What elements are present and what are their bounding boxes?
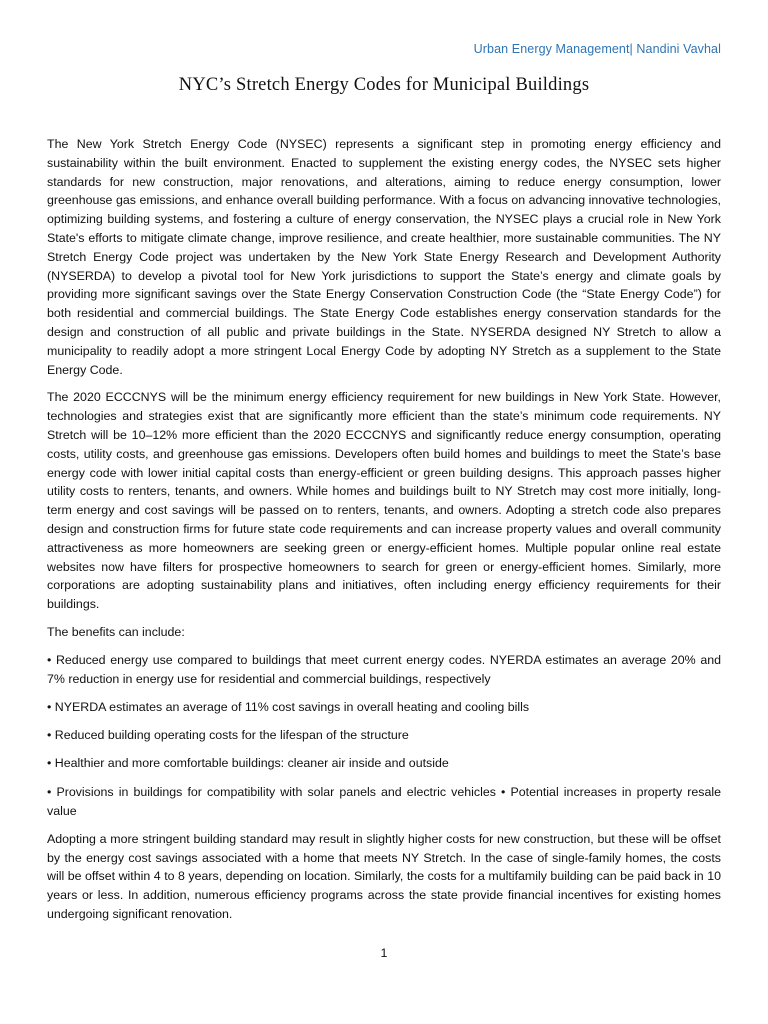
paragraph-closing: Adopting a more stringent building standard may result in slightly higher costs for new construction, but these will be offset by the energy cost savings associated with a home that meets NY Stretch. In the case of single-family homes, the costs will be offset within 4 to 8 years, depending on location. Similarly, the costs for a multifamily building can be paid back in 10 years or less. In addition, numerous efficiency programs across the state provide financial incentives for existing homes undergoing significant renovation. [47,831,721,921]
benefit-item: • Healthier and more comfortable buildings: cleaner air inside and outside [47,756,449,771]
benefits-intro: The benefits can include: [47,624,185,639]
benefit-item: • Reduced building operating costs for the lifespan of the structure [47,728,409,743]
benefit-item: • Reduced energy use compared to buildings that meet current energy codes. NYERDA estimates an average 20% and 7% reduction in energy use for residential and commercial buildings, respectively [47,652,721,686]
paragraph-intro: The New York Stretch Energy Code (NYSEC) represents a significant step in promoting energy efficiency and sustainability within the built environment. Enacted to supplement the existing energy codes, the NYSEC sets higher standards for new construction, major renovations, and alterations, aiming to reduce energy consumption, lower greenhouse gas emissions, and enhance overall building performance. With a focus on advancing innovative technologies, optimizing building systems, and fostering a culture of energy conservation, the NYSEC plays a crucial role in New York State's efforts to mitigate climate change, improve resilience, and create healthier, more sustainable communities. The NY Stretch Energy Code project was undertaken by the New York State Energy Research and Development Authority (NYSERDA) to develop a pivotal tool for New York jurisdictions to support the State’s energy and climate goals by providing more significant savings over the State Energy Conservation Construction Code (the “State Energy Code”) for both residential and commercial buildings. The State Energy Code establishes energy conservation standards for the design and construction of all public and private buildings in the State. NYSERDA designed NY Stretch to allow a municipality to readily adopt a more stringent Local Energy Code by adopting NY Stretch as a supplement to the State Energy Code. [47,137,721,377]
benefit-item: • NYERDA estimates an average of 11% cost savings in overall heating and cooling bills [47,699,530,714]
benefit-item: • Provisions in buildings for compatibility with solar panels and electric vehicles • Potential increases in property resale value [47,784,721,818]
page-number: 1 [380,946,388,960]
document-body [47,135,721,933]
running-header: Urban Energy Management| Nandini Vavhal [473,42,721,56]
paragraph-ecccnys: The 2020 ECCCNYS will be the minimum energy efficiency requirement for new buildings in New York State. However, technologies and strategies exist that are significantly more efficient than the state’s minimum code requirements. NY Stretch will be 10–12% more efficient than the 2020 ECCCNYS and significantly reduce energy consumption, operating costs, utility costs, and greenhouse gas emissions. Developers often build homes and buildings to meet the State’s base energy code with lower initial capital costs than energy-efficient or green building designs. This approach passes higher utility costs to renters, tenants, and owners. While homes and buildings built to NY Stretch may cost more initially, long-term energy and cost savings will be passed on to renters, tenants, and owners. Adopting a stretch code also prepares design and construction firms for future state code requirements and can increase property values and overall community attractiveness as more homeowners are seeking green or energy-efficient homes. Multiple popular online real estate websites now have filters for prospective homeowners to search for green or energy-efficient homes. Similarly, more corporations are adopting sustainability plans and initiatives, often including energy efficiency requirements for their buildings. [47,390,721,612]
document-title: NYC’s Stretch Energy Codes for Municipal Buildings [178,75,590,95]
